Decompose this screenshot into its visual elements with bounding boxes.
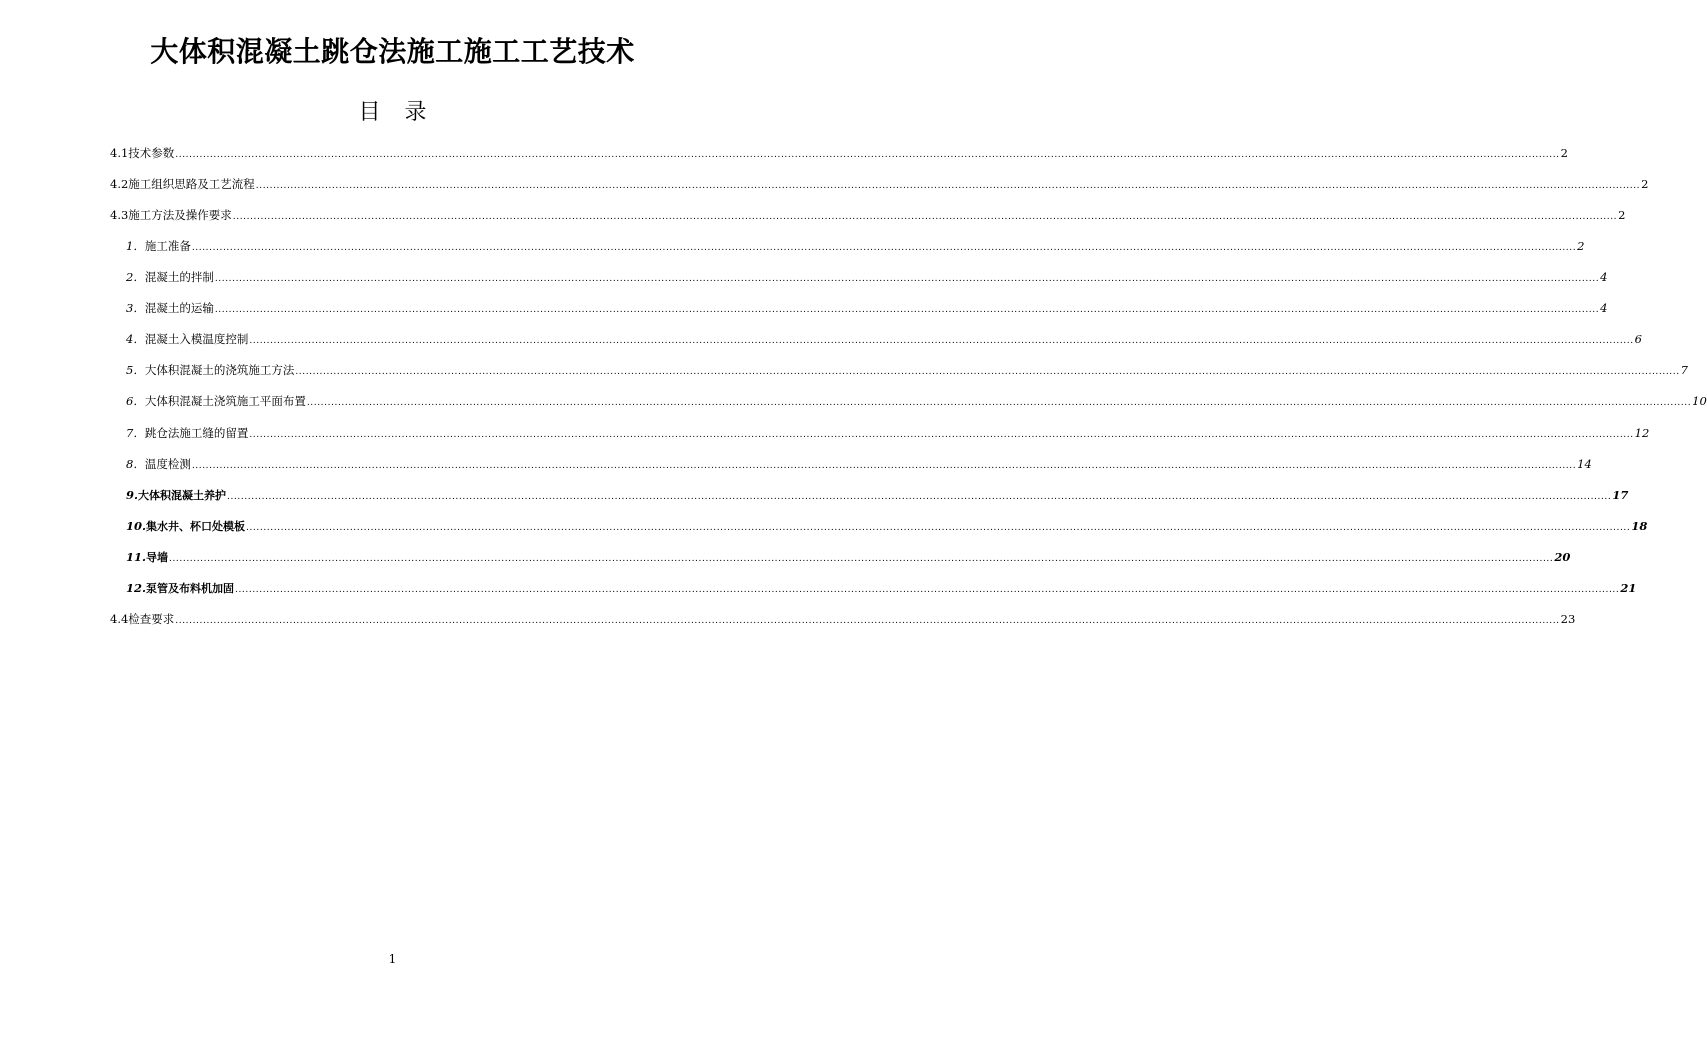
- toc-entry-label: 检查要求: [128, 612, 175, 626]
- toc-entry-page: 2: [1641, 177, 1649, 191]
- toc-entry[interactable]: [110, 176, 1649, 192]
- toc-entry-label: 混凝土入模温度控制: [144, 332, 249, 346]
- toc-entry-number: 4.1: [110, 146, 129, 160]
- page-number: 1: [388, 952, 397, 966]
- toc-entry-label: 混凝土的运输: [144, 301, 214, 315]
- toc-entry-label: 泵管及布料机加固: [146, 582, 235, 595]
- toc-entry-label: 技术参数: [128, 146, 175, 160]
- toc-entry-number: 8．: [126, 457, 145, 471]
- toc-entry-leader: ................................................................................................................................................................................................................................................................................................................................................................................................................: [232, 212, 1618, 222]
- toc-entry-page: 10: [1692, 394, 1707, 408]
- toc-entry-leader: ................................................................................................................................................................................................................................................................................................................................................................................................................: [214, 274, 1600, 284]
- toc-entry-page: 17: [1612, 488, 1629, 502]
- toc-entry-page: 23: [1560, 612, 1576, 626]
- toc-entry-page: 12: [1634, 426, 1650, 440]
- toc-entry-number: 1．: [126, 239, 145, 253]
- toc-entry[interactable]: [126, 518, 1648, 534]
- toc-entry-page: 18: [1631, 519, 1648, 533]
- document-title: 大体积混凝土跳仓法施工施工工艺技术: [150, 35, 635, 68]
- toc-entry-number: 4.2: [110, 177, 129, 191]
- toc-entry-leader: ................................................................................................................................................................................................................................................................................................................................................................................................................: [214, 305, 1600, 315]
- toc-entry[interactable]: [126, 456, 1592, 472]
- toc-entry-leader: ................................................................................................................................................................................................................................................................................................................................................................................................................: [255, 181, 1641, 191]
- toc-entry-number: 10.: [126, 519, 147, 533]
- toc-entry-leader: ................................................................................................................................................................................................................................................................................................................................................................................................................: [306, 398, 1692, 408]
- toc-entry-leader: ................................................................................................................................................................................................................................................................................................................................................................................................................: [249, 430, 1634, 440]
- toc-entry-number: 5．: [126, 363, 145, 377]
- toc-entry-page: 4: [1600, 301, 1608, 315]
- toc-entry[interactable]: [126, 580, 1637, 596]
- toc-entry-leader: ................................................................................................................................................................................................................................................................................................................................................................................................................: [295, 367, 1680, 377]
- toc-entry[interactable]: [110, 145, 1568, 161]
- toc-entry[interactable]: [110, 207, 1626, 223]
- toc-entry-page: 6: [1634, 332, 1642, 346]
- toc-entry-number: 2．: [126, 270, 145, 284]
- toc-entry-leader: ................................................................................................................................................................................................................................................................................................................................................................................................................: [169, 554, 1554, 564]
- toc-entry-number: 4.3: [110, 208, 129, 222]
- toc-entry-number: 12.: [126, 581, 147, 595]
- toc-entry[interactable]: [126, 362, 1688, 378]
- toc-entry-page: 2: [1618, 208, 1626, 222]
- toc-entry-leader: ................................................................................................................................................................................................................................................................................................................................................................................................................: [235, 585, 1620, 595]
- toc-entry[interactable]: [126, 393, 1707, 409]
- toc-entry-label: 混凝土的拌制: [144, 270, 214, 284]
- toc-entry-number: 6．: [126, 394, 145, 408]
- toc-entry-label: 施工方法及操作要求: [128, 208, 232, 222]
- toc-entry-label: 大体积混凝土的浇筑施工方法: [144, 363, 295, 377]
- toc-entry-label: 导墙: [146, 551, 169, 564]
- toc-entry[interactable]: [126, 425, 1650, 441]
- toc-entry-label: 施工组织思路及工艺流程: [128, 177, 255, 191]
- toc-entry-number: 9.: [126, 488, 139, 502]
- toc-entry-label: 跳仓法施工缝的留置: [144, 426, 249, 440]
- toc-entry-leader: ................................................................................................................................................................................................................................................................................................................................................................................................................: [191, 243, 1577, 253]
- toc-entry-number: 4．: [126, 332, 145, 346]
- toc-entry-label: 施工准备: [144, 239, 191, 253]
- toc-entry-page: 21: [1620, 581, 1637, 595]
- toc-entry-label: 大体积混凝土养护: [138, 489, 227, 502]
- toc-entry-number: 3．: [126, 301, 145, 315]
- toc-entry-leader: ................................................................................................................................................................................................................................................................................................................................................................................................................: [175, 616, 1560, 626]
- toc-entry[interactable]: [126, 487, 1629, 503]
- toc-entry-label: 温度检测: [144, 457, 191, 471]
- toc-entry-leader: ................................................................................................................................................................................................................................................................................................................................................................................................................: [249, 336, 1634, 346]
- toc-entry-page: 2: [1577, 239, 1585, 253]
- toc-entry[interactable]: [126, 331, 1642, 347]
- toc-entry-label: 集水井、杯口处模板: [146, 520, 246, 533]
- toc-entry[interactable]: [110, 611, 1576, 627]
- toc-entry-leader: ................................................................................................................................................................................................................................................................................................................................................................................................................: [246, 523, 1631, 533]
- toc-heading-right: 录: [404, 100, 427, 125]
- toc-entry-page: 4: [1600, 270, 1608, 284]
- toc-entry-page: 7: [1680, 363, 1688, 377]
- toc-entry-leader: ................................................................................................................................................................................................................................................................................................................................................................................................................: [191, 461, 1577, 471]
- toc-entry-page: 2: [1560, 146, 1568, 160]
- toc-entry-number: 4.4: [110, 612, 129, 626]
- toc-entry-leader: ................................................................................................................................................................................................................................................................................................................................................................................................................: [227, 492, 1612, 502]
- toc-entry[interactable]: [126, 269, 1608, 285]
- toc-entry-page: 14: [1577, 457, 1592, 471]
- toc-entry-label: 大体积混凝土浇筑施工平面布置: [144, 394, 306, 408]
- toc-entry[interactable]: [126, 238, 1585, 254]
- toc-entry-page: 20: [1554, 550, 1571, 564]
- toc-entry[interactable]: [126, 300, 1608, 316]
- toc-entry[interactable]: [126, 549, 1571, 565]
- toc-entry-number: 7．: [126, 426, 145, 440]
- toc-entry-number: 11.: [126, 550, 147, 564]
- toc-heading-left: 目: [358, 100, 381, 125]
- toc-entry-leader: ................................................................................................................................................................................................................................................................................................................................................................................................................: [175, 150, 1560, 160]
